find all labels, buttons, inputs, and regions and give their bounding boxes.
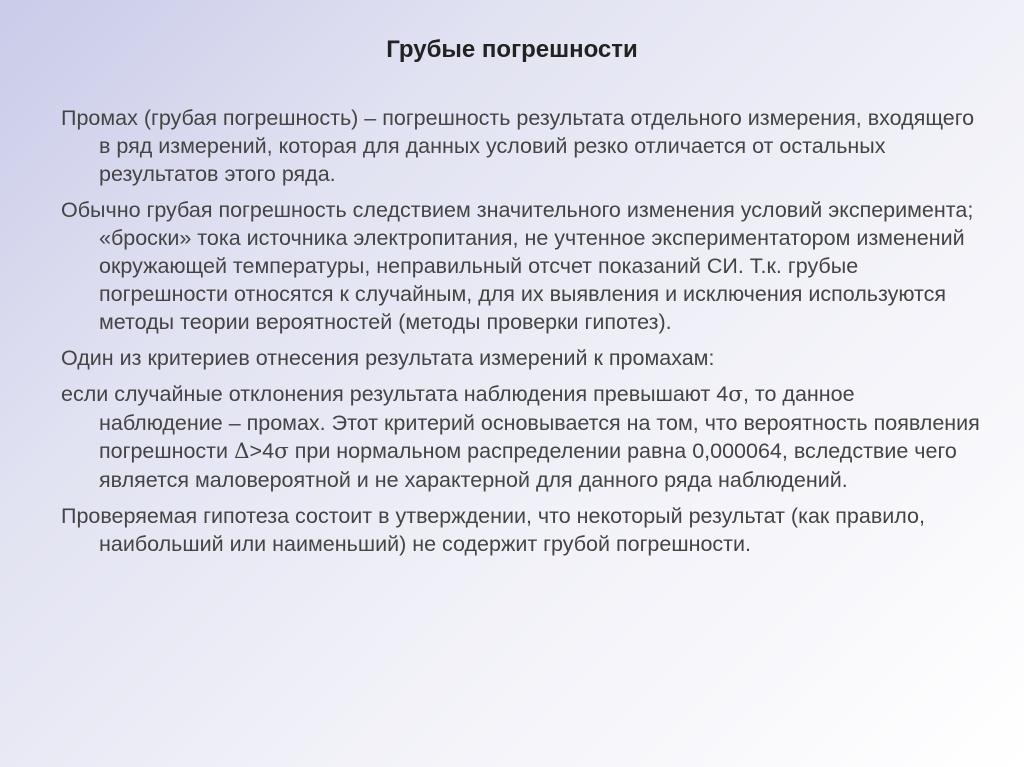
paragraph-definition: Промах (грубая погрешность) – погрешность результата отдельного измерения, входящего в ряд измерений, которая для данных условий резко отличается от остальных результатов этого ряда. — [61, 106, 975, 186]
slide-title: Грубые погрешности — [386, 36, 638, 63]
paragraph-criterion-intro: Один из критериев отнесения результата измерений к промахам: — [61, 346, 715, 370]
criterion-text-3: при нормальном распределении равна 0,000064, вследствие чего является маловероятной и не характерной для данного ряда наблюдений. — [99, 439, 957, 492]
greater-than-four: >4 — [249, 439, 275, 463]
criterion-text-1: если случайные отклонения результата наблюдения превышают 4 — [61, 382, 729, 406]
paragraph-causes: Обычно грубая погрешность следствием значительного изменения условий эксперимента; «броски» тока источника электропитания, не учтенное экспериментатором изменений окружающей температуры, неправильный отсчет показаний СИ. Т.к. грубые погрешности относятся к случайным, для их выявления и исключения используются методы теории вероятностей (методы проверки гипотез). — [61, 198, 974, 334]
sigma-symbol: σ — [728, 382, 743, 407]
slide-body — [61, 104, 981, 566]
paragraph-criterion — [61, 380, 981, 494]
paragraph-hypothesis: Проверяемая гипотеза состоит в утверждении, что некоторый результат (как правило, наибольший или наименьший) не содержит грубой погрешности. — [61, 504, 925, 556]
sigma-symbol: σ — [274, 439, 289, 464]
delta-symbol: Δ — [234, 439, 250, 464]
criterion-text-2: , то данное наблюдение – промах. Этот критерий основывается на том, что вероятность появления погрешности — [99, 382, 980, 463]
